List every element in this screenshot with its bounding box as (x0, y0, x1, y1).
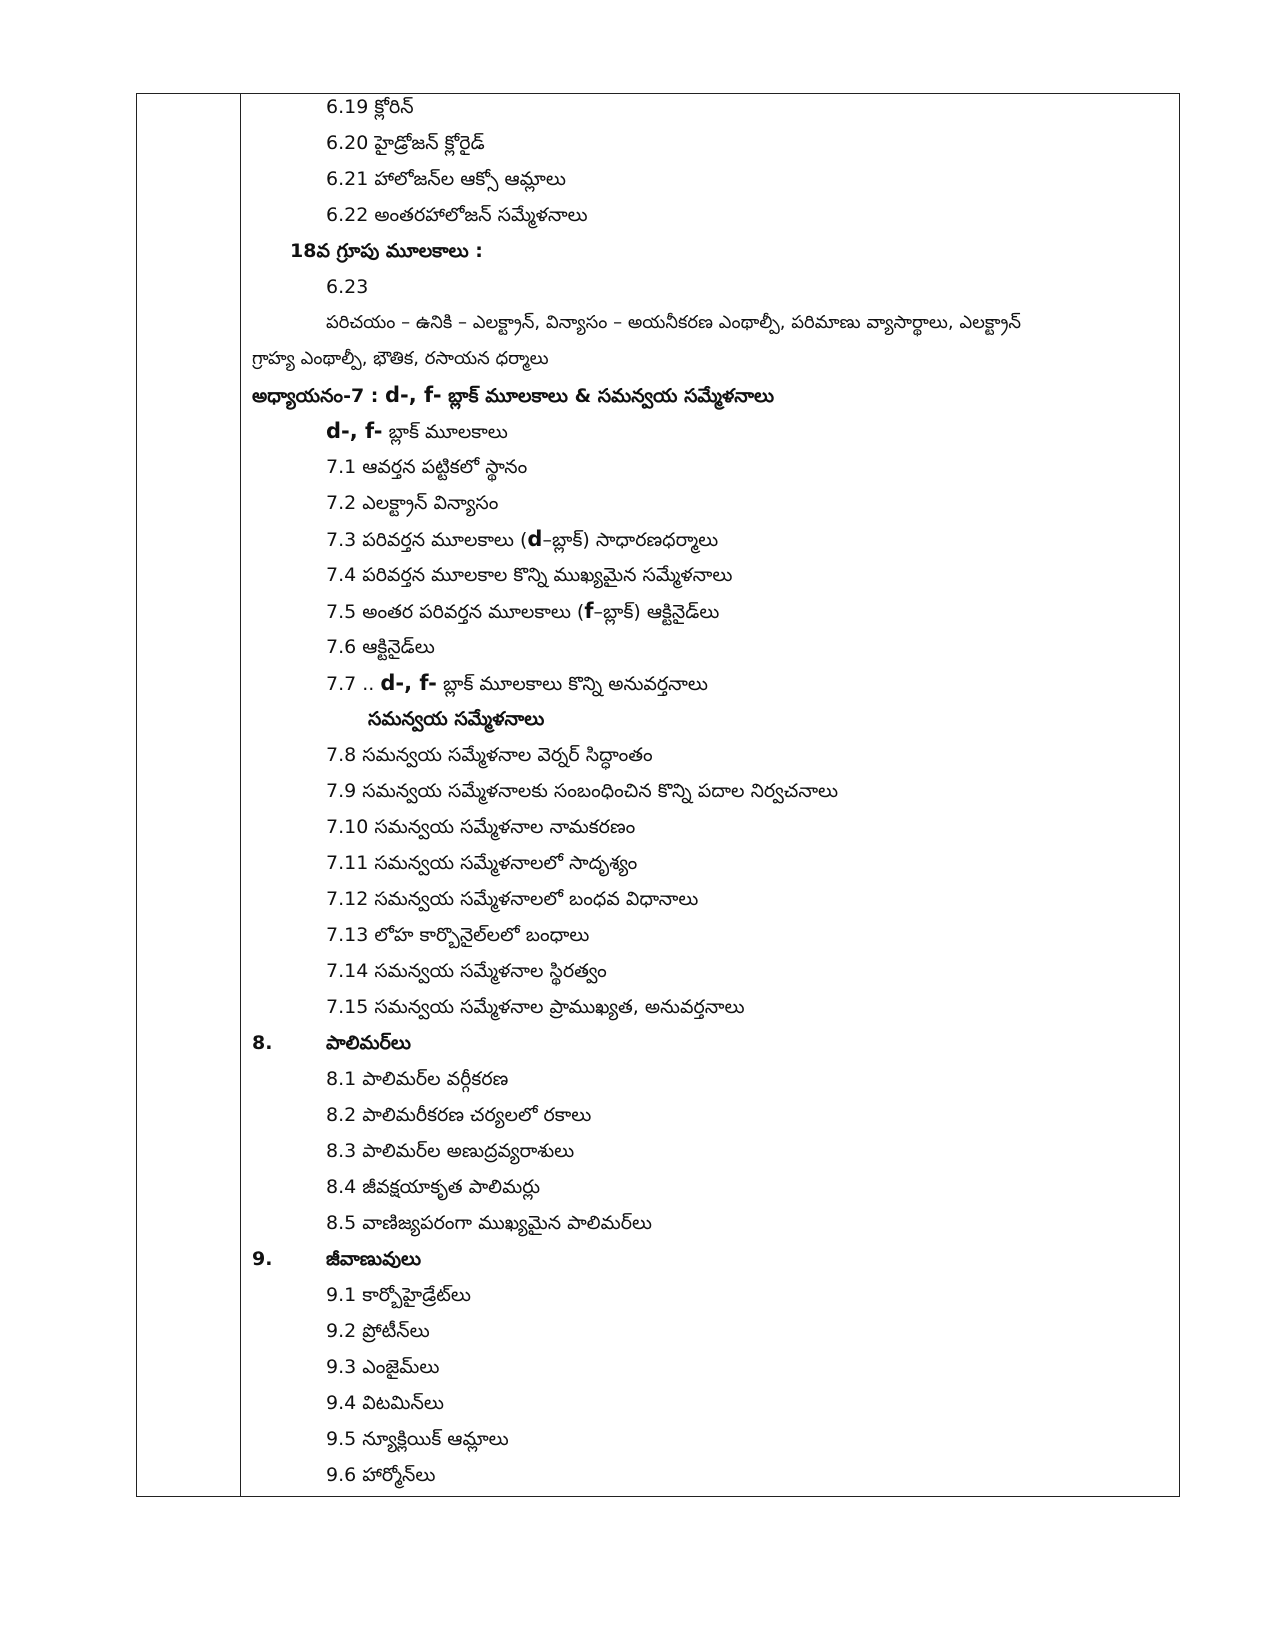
topic-6-22: 6.22 అంతరహాలోజన్ సమ్మేళనాలు (326, 204, 588, 226)
topic-7-5-post: –బ్లాక్) ఆక్టినైడ్‌లు (593, 601, 720, 623)
topic-7-5-f: f (584, 599, 594, 623)
topic-9-3: 9.3 ఎంజైమ్‌లు (326, 1356, 440, 1378)
topic-8-1: 8.1 పాలిమర్‌ల వర్గీకరణ (326, 1068, 509, 1090)
chapter-8-title: పాలిమర్‌లు (326, 1032, 411, 1054)
chapter-7-title: బ్లాక్ మూలకాలు & సమన్వయ సమ్మేళనాలు (441, 385, 775, 407)
topic-9-2: 9.2 ప్రోటీన్‌లు (326, 1320, 430, 1342)
topic-7-3-pre: 7.3 పరివర్తన మూలకాలు ( (326, 529, 528, 551)
topic-7-4: 7.4 పరివర్తన మూలకాల కొన్ని ముఖ్యమైన సమ్మేళనాలు (326, 564, 733, 586)
topic-7-13: 7.13 లోహ కార్బొనైల్‌లలో బంధాలు (326, 924, 590, 946)
topic-9-1: 9.1 కార్బోహైడ్రేట్‌లు (326, 1284, 471, 1306)
df-label: d-, f- (326, 419, 383, 443)
topic-7-7 (326, 671, 708, 696)
topic-7-2: 7.2 ఎలక్ట్రాన్ విన్యాసం (326, 492, 499, 514)
topic-7-10: 7.10 సమన్వయ సమ్మేళనాల నామకరణం (326, 816, 636, 838)
chapter-9-heading (252, 1247, 421, 1271)
topic-7-8: 7.8 సమన్వయ సమ్మేళనాల వెర్నర్ సిద్ధాంతం (326, 744, 653, 766)
chapter-7-label: అధ్యాయనం-7 : (252, 385, 386, 407)
topic-9-6: 9.6 హార్మోన్‌లు (326, 1464, 436, 1486)
topic-9-5: 9.5 న్యూక్లియిక్ ఆమ్లాలు (326, 1428, 509, 1450)
topic-6-20: 6.20 హైడ్రోజన్ క్లోరైడ్ (326, 132, 485, 154)
chapter-8-number: 8. (252, 1032, 273, 1054)
topic-7-3 (326, 527, 718, 552)
topic-7-5 (326, 599, 719, 624)
topic-7-12: 7.12 సమన్వయ సమ్మేళనాలలో బంధవ విధానాలు (326, 888, 699, 910)
topic-6-23: 6.23 (326, 276, 369, 298)
topic-6-19: 6.19 క్లోరిన్ (326, 96, 414, 118)
topic-7-15: 7.15 సమన్వయ సమ్మేళనాల ప్రాముఖ్యత, అనువర్తనాలు (326, 996, 745, 1018)
table-column-divider (240, 93, 241, 1497)
topic-7-1: 7.1 ఆవర్తన పట్టికలో స్థానం (326, 456, 528, 478)
coordination-compounds-subheading: సమన్వయ సమ్మేళనాలు (368, 708, 545, 730)
chapter-9-number: 9. (252, 1248, 273, 1270)
topic-8-5: 8.5 వాణిజ్యపరంగా ముఖ్యమైన పాలిమర్‌లు (326, 1212, 653, 1234)
topic-7-5-pre: 7.5 అంతర పరివర్తన మూలకాలు ( (326, 601, 585, 623)
topic-7-7-pre: 7.7 .. (326, 673, 381, 695)
df-block-subheading (326, 419, 508, 444)
topic-7-14: 7.14 సమన్వయ సమ్మేళనాల స్థిరత్వం (326, 960, 607, 982)
chapter-7-heading (252, 383, 774, 408)
chapter-7-df: d-, f- (385, 383, 442, 407)
topic-8-2: 8.2 పాలిమరీకరణ చర్యలలో రకాలు (326, 1104, 592, 1126)
topic-6-21: 6.21 హాలోజన్‌ల ఆక్సో ఆమ్లాలు (326, 168, 566, 190)
group-18-heading: 18వ గ్రూపు మూలకాలు : (290, 240, 483, 262)
topic-7-3-d: d (527, 527, 543, 551)
topic-7-9: 7.9 సమన్వయ సమ్మేళనాలకు సంబంధించిన కొన్ని పదాల నిర్వచనాలు (326, 780, 839, 802)
topic-8-4: 8.4 జీవక్షయాకృత పాలిమర్లు (326, 1176, 541, 1198)
topic-8-3: 8.3 పాలిమర్‌ల అణుద్రవ్యరాశులు (326, 1140, 575, 1162)
topic-7-3-post: –బ్లాక్) సాధారణధర్మాలు (542, 529, 719, 551)
topic-9-4: 9.4 విటమిన్‌లు (326, 1392, 444, 1414)
topic-6-23-description-cont: గ్రాహ్య ఎంథాల్పీ, భౌతిక, రసాయన ధర్మాలు (252, 348, 549, 369)
topic-7-7-df: d-, f- (380, 671, 437, 695)
topic-7-6: 7.6 ఆక్టినైడ్‌లు (326, 636, 435, 658)
topic-7-11: 7.11 సమన్వయ సమ్మేళనాలలో సాదృశ్యం (326, 852, 638, 874)
chapter-9-title: జీవాణువులు (326, 1248, 422, 1270)
topic-7-7-post: బ్లాక్ మూలకాలు కొన్ని అనువర్తనాలు (436, 673, 708, 695)
chapter-8-heading (252, 1031, 411, 1055)
df-block-title: బ్లాక్ మూలకాలు (382, 421, 508, 443)
topic-6-23-description: పరిచయం – ఉనికి – ఎలక్ట్రాన్, విన్యాసం – అయనీకరణ ఎంథాల్పీ, పరిమాణు వ్యాసార్థాలు, ఎలక్ట్రాన్ (326, 312, 1022, 333)
